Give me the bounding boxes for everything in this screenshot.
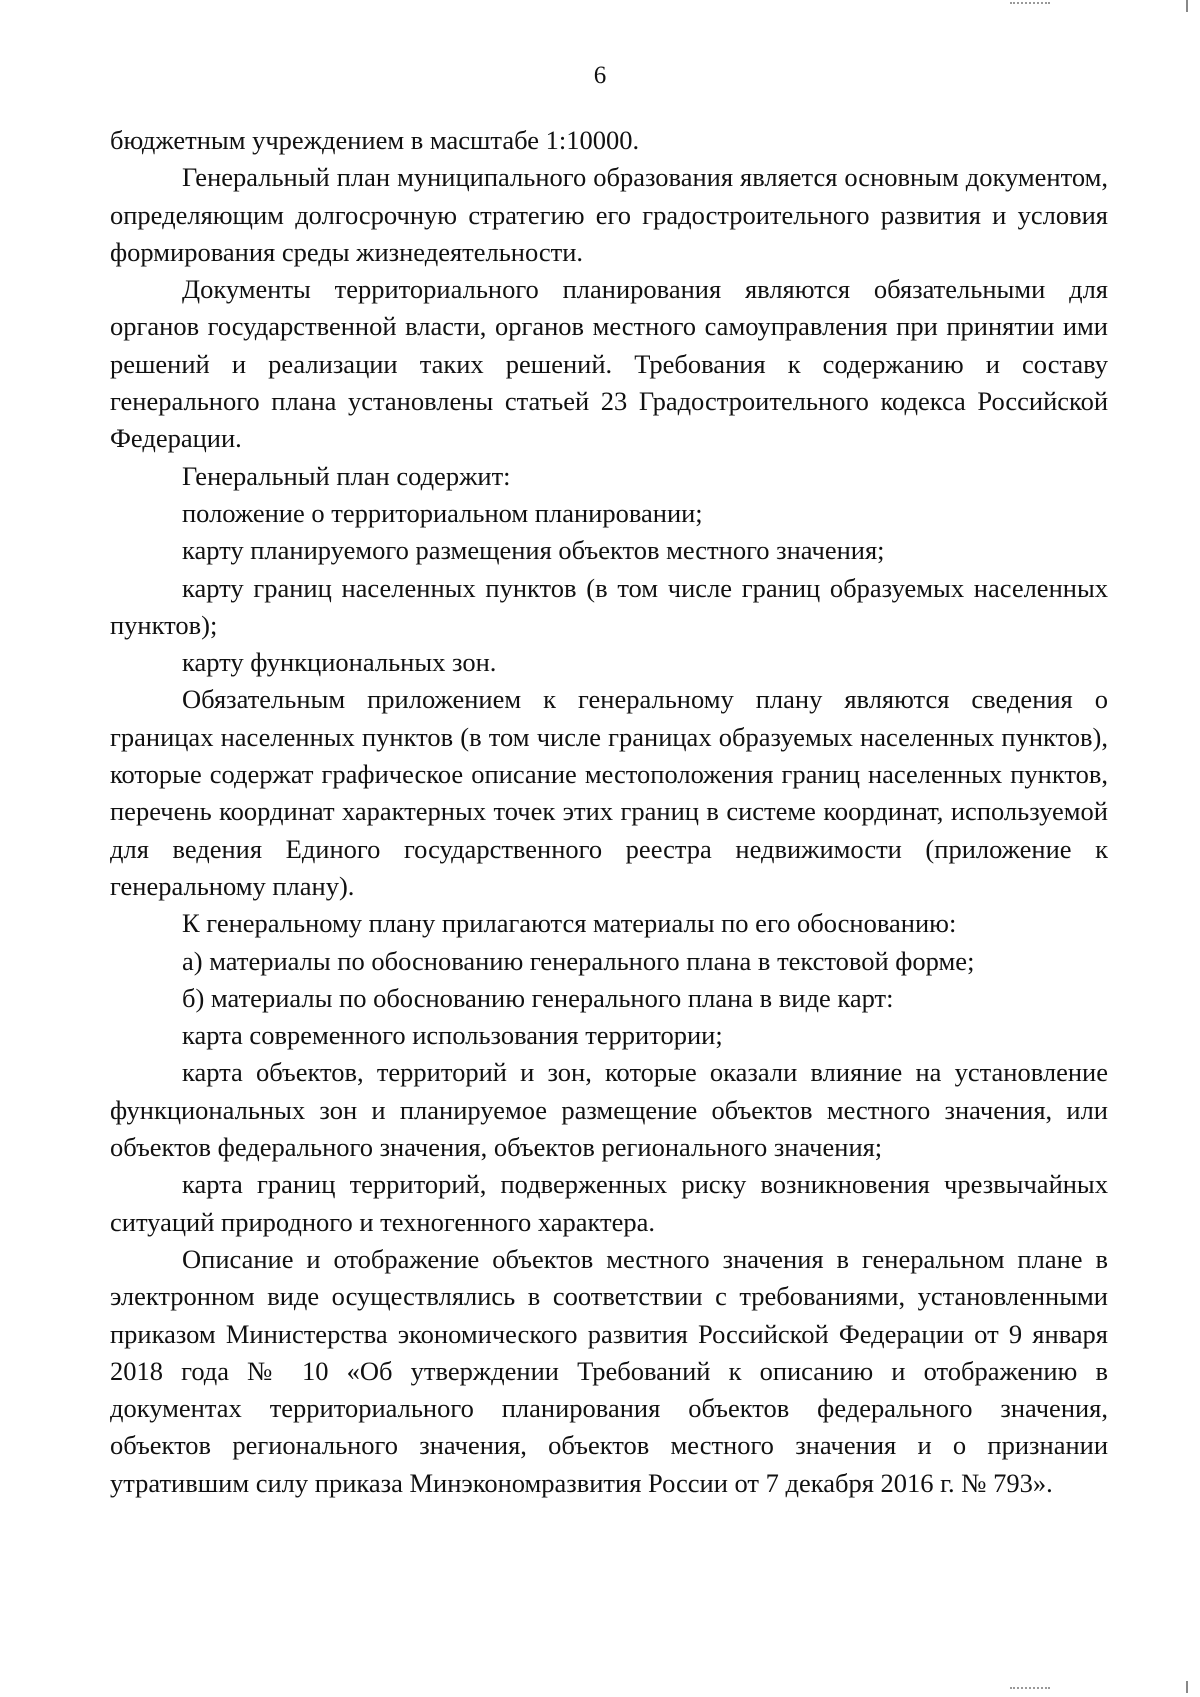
list-item: карту планируемого размещения объектов местного значения; xyxy=(182,535,885,566)
scan-artifact-bottom xyxy=(1010,1687,1050,1691)
paragraph: Обязательным приложением к генеральному плану являются сведения о границах населенных пунктов (в том числе границах образуемых населенных пунктов), которые содержат графическое описание местоположения границ населенных пунктов, перечень координат характерных точек этих границ в системе координат, используемой для ведения Единого государственного реестра недвижимости (приложение к генеральному плану). xyxy=(110,684,1108,901)
list-heading: Генеральный план содержит: xyxy=(182,460,511,491)
list-item: положение о территориальном планировании; xyxy=(182,497,703,528)
paragraph: Документы территориального планирования являются обязательными для органов государственной власти, органов местного самоуправления при принятии ими решений и реализации таких решений. Требования к содержанию и составу генерального плана установлены статьей 23 Градостроительного кодекса Российской Федерации. xyxy=(110,274,1108,454)
document-body xyxy=(110,122,1108,1502)
list-item: карта объектов, территорий и зон, которые оказали влияние на установление функциональных зон и планируемое размещение объектов местного значения, или объектов федерального значения, объектов регионального значения; xyxy=(110,1057,1108,1163)
list-item: карта границ территорий, подверженных риску возникновения чрезвычайных ситуаций природного и техногенного характера. xyxy=(110,1169,1108,1237)
list-item: карта современного использования территории; xyxy=(182,1020,723,1051)
paragraph: Генеральный план муниципального образования является основным документом, определяющим долгосрочную стратегию его градостроительного развития и условия формирования среды жизнедеятельности. xyxy=(110,162,1108,267)
scan-edge-mark-top xyxy=(1186,0,1188,12)
list-item: а) материалы по обоснованию генерального плана в текстовой форме; xyxy=(182,945,975,976)
paragraph: бюджетным учреждением в масштабе 1:10000. xyxy=(110,125,640,155)
scan-artifact-top xyxy=(1010,2,1050,6)
scan-edge-mark-bottom xyxy=(1186,1681,1188,1693)
list-item: б) материалы по обоснованию генерального плана в виде карт: xyxy=(182,982,894,1013)
list-item: карту функциональных зон. xyxy=(182,647,497,678)
list-item: карту границ населенных пунктов (в том числе границ образуемых населенных пунктов); xyxy=(110,572,1108,640)
page-number: 6 xyxy=(593,62,607,89)
paragraph: Описание и отображение объектов местного значения в генеральном плане в электронном виде осуществлялись в соответствии с требованиями, установленными приказом Министерства экономического развития Российской Федерации от 9 января 2018 года № 10 «Об утверждении Требований к описанию и отображению в документах территориального планирования объектов федерального значения, объектов регионального значения, объектов местного значения и о признании утратившим силу приказа Минэкономразвития России от 7 декабря 2016 г. № 793». xyxy=(110,1243,1108,1498)
list-heading: К генеральному плану прилагаются материалы по его обоснованию: xyxy=(182,908,957,939)
